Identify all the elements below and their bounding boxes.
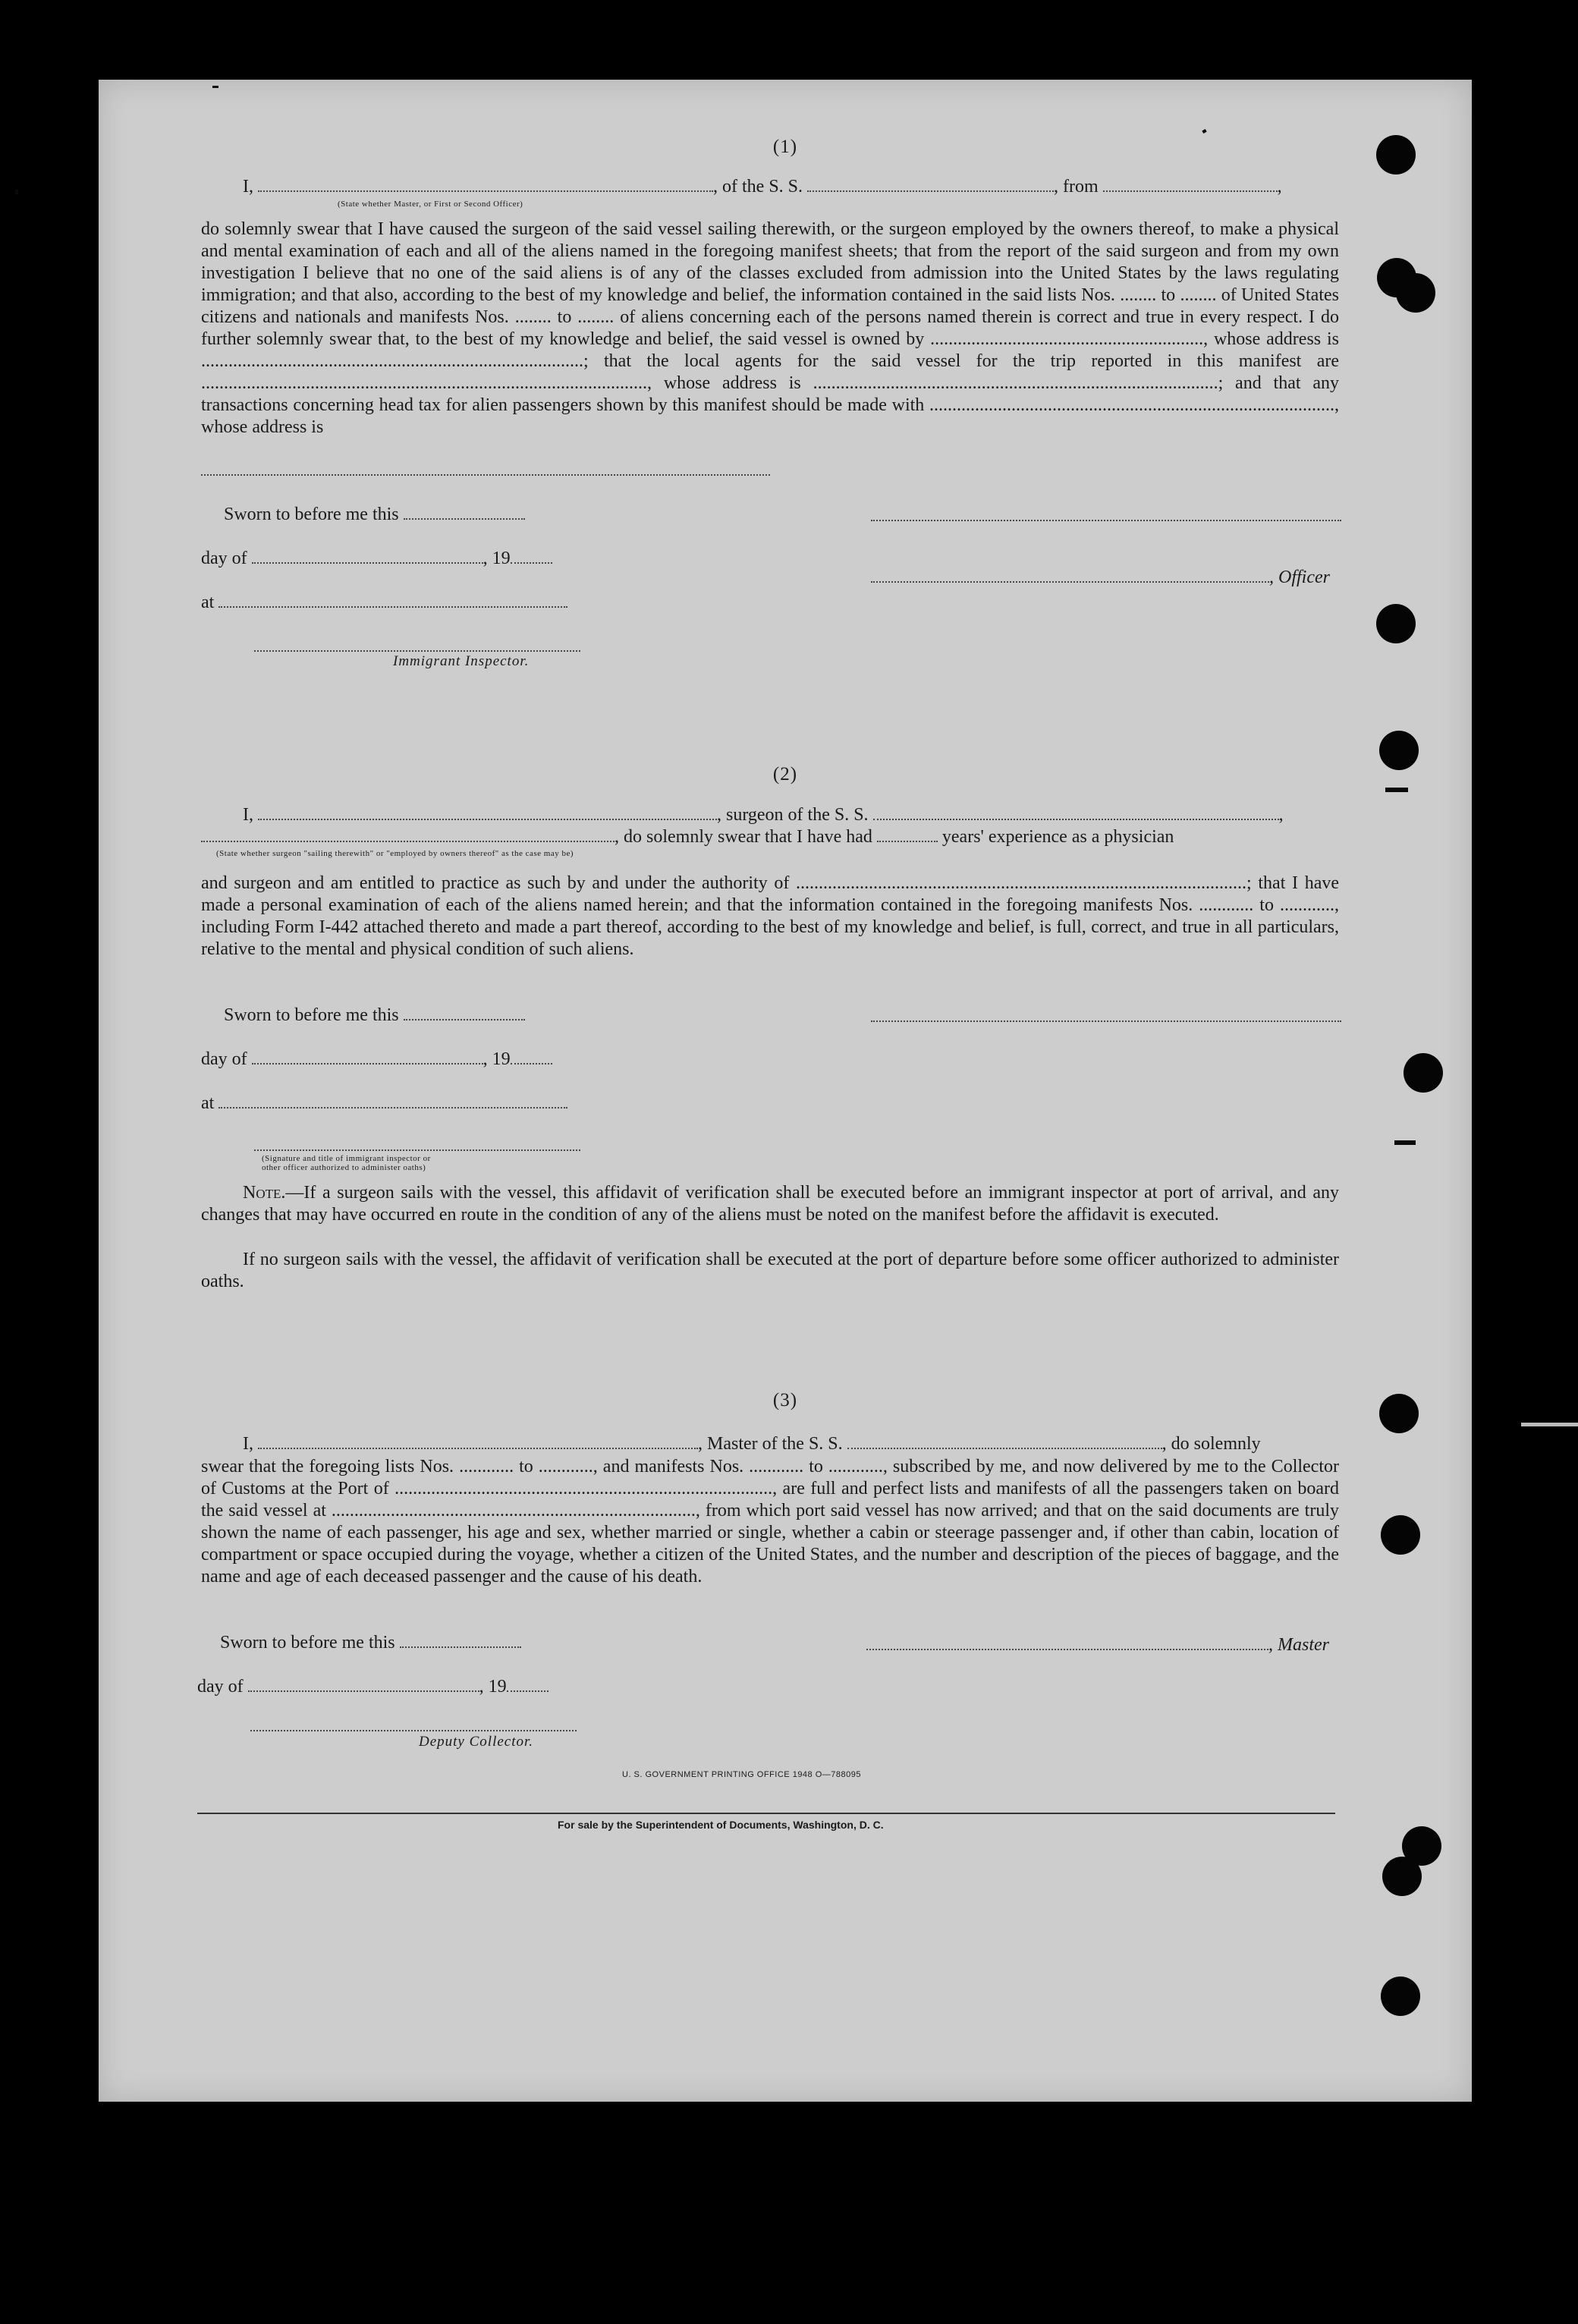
s2-line-i: I, , surgeon of the S. S. , (243, 805, 1284, 825)
s1-sworn: Sworn to before me this (224, 505, 525, 525)
s3-year-field[interactable] (507, 1680, 549, 1692)
s2-day-of: day of , 19 (201, 1049, 552, 1070)
s2-month-field[interactable] (252, 1052, 483, 1065)
form-sheet (99, 80, 1472, 2102)
punch-hole (1382, 1857, 1422, 1896)
s2-surgeon-hint: (State whether surgeon "sailing therewith" or "employed by owners thereof" as the case may be) (216, 849, 574, 858)
s2-note-1: Note.—If a surgeon sails with the vessel, this affidavit of verification shall be executed before an immigrant inspector at port of arrival, and any changes that may have occurred en route in the condition of any of the aliens must be noted on the manifest before the affidavit is executed. (201, 1183, 1339, 1225)
s2-surgeon-signature-line[interactable] (871, 1020, 1341, 1022)
stray-mark (1521, 1423, 1578, 1426)
s3-master: , Master (866, 1635, 1329, 1656)
punch-hole (1396, 273, 1435, 313)
s2-oath-text: and surgeon and am entitled to practice as such by and under the authority of ...................................................................................................; that I have made a personal examination of each of the aliens named herein; and that the information contained in the foregoing manifests Nos. ............ to ............, including Form I-442 attached thereto and made a part thereof, according to the best of my knowledge and belief, is full, correct, and true in all particulars, relative to the mental and physical condition of such aliens. (201, 873, 1339, 959)
s3-day-of: day of , 19 (197, 1677, 549, 1697)
punch-hole (1381, 1515, 1420, 1555)
s1-inspector-label: Immigrant Inspector. (393, 653, 530, 669)
s1-month-field[interactable] (252, 552, 483, 564)
s2-inspector-signature-line[interactable] (254, 1149, 580, 1151)
footer-sale-notice: For sale by the Superintendent of Documents, Washington, D. C. (558, 1819, 884, 1831)
surgeon-name-field[interactable] (258, 808, 717, 820)
punch-hole (1376, 604, 1416, 643)
s2-sig-hint-2: other officer authorized to administer oaths) (262, 1163, 426, 1172)
s2-vessel-field[interactable] (873, 808, 1279, 820)
stray-mark (15, 190, 18, 194)
stray-mark (212, 86, 218, 88)
s3-month-field[interactable] (248, 1680, 479, 1692)
s3-master-signature-field[interactable] (866, 1638, 1268, 1650)
s3-master-name-field[interactable] (258, 1437, 698, 1449)
s3-sworn-date-field[interactable] (400, 1636, 521, 1648)
stray-mark (1202, 129, 1206, 134)
s1-officer-signature-line[interactable] (871, 520, 1341, 521)
s3-vessel-field[interactable] (847, 1437, 1162, 1449)
surgeon-status-field[interactable] (201, 830, 615, 842)
s3-collector-signature-line[interactable] (250, 1730, 577, 1731)
punch-hole (1379, 731, 1419, 770)
s3-sworn: Sworn to before me this (220, 1633, 521, 1653)
s1-day-of: day of , 19 (201, 549, 552, 569)
section-2-number: (2) (772, 764, 798, 785)
punch-hole (1379, 1394, 1419, 1433)
stray-mark (1394, 1140, 1416, 1145)
s2-line-swear: , do solemnly swear that I have had years' experience as a physician (201, 827, 1174, 848)
footer-rule (197, 1813, 1335, 1814)
s3-oath-text: swear that the foregoing lists Nos. ............ to ............, and manifests Nos. ............ to ............, subscribed by me, and now delivered by me to the Collector of Customs at the Port of ..................................................................................., are full and perfect lists and manifests of all the passengers taken on board the said vessel at ................................................................................, from which port said vessel has now arrived; and that on the said documents are truly shown the name of each passenger, his age and sex, whether married or single, whether a cabin or steerage passenger and, if other than cabin, location of compartment or space occupied during the voyage, whether a citizen of the United States, and the number and description of the pieces of baggage, and the name and age of each deceased passenger and the cause of his death. (201, 1457, 1339, 1587)
master-name-field[interactable] (258, 180, 713, 192)
punch-hole (1376, 135, 1416, 175)
s2-place-field[interactable] (218, 1096, 567, 1109)
s2-at: at (201, 1093, 567, 1114)
vessel-name-field[interactable] (807, 180, 1054, 192)
section-1-number: (1) (772, 137, 798, 157)
s1-officer-field[interactable] (871, 571, 1269, 583)
s1-inspector-signature-line[interactable] (254, 650, 580, 652)
departure-port-field[interactable] (1103, 180, 1278, 192)
s1-at: at (201, 593, 567, 613)
s1-line-i: I, , of the S. S. , from , (243, 177, 1282, 197)
punch-hole (1381, 1977, 1420, 2016)
section-3-number: (3) (772, 1390, 798, 1410)
s3-deputy-label: Deputy Collector. (419, 1734, 534, 1750)
s2-sig-hint-1: (Signature and title of immigrant inspector or (262, 1154, 431, 1163)
s1-place-field[interactable] (218, 596, 567, 608)
s2-year-field[interactable] (511, 1052, 552, 1065)
s1-year-field[interactable] (511, 552, 552, 564)
s1-sworn-date-field[interactable] (404, 508, 525, 520)
years-experience-field[interactable] (877, 830, 938, 842)
punch-hole (1404, 1053, 1443, 1093)
stray-mark (1385, 788, 1408, 792)
s1-address-line[interactable] (201, 474, 770, 476)
s3-line-i: I, , Master of the S. S. , do solemnly (243, 1434, 1261, 1454)
s2-sworn: Sworn to before me this (224, 1005, 525, 1026)
s1-officer-hint: (State whether Master, or First or Second Officer) (338, 200, 523, 209)
s2-note-2: If no surgeon sails with the vessel, the affidavit of verification shall be executed at the port of departure before some officer authorized to administer oaths. (201, 1250, 1339, 1291)
s2-sworn-date-field[interactable] (404, 1008, 525, 1020)
s1-oath-text: do solemnly swear that I have caused the surgeon of the said vessel sailing therewith, or the surgeon employed by the owners thereof, to make a physical and mental examination of each and all of the aliens named in the foregoing manifest sheets; that from the report of the said surgeon and from my own investigation I believe that no one of the said aliens is of any of the classes excluded from admission into the United States by the laws regulating immigration; and that also, according to the best of my knowledge and belief, the information contained in the said lists Nos. ........ to ........ of United States citizens and nationals and manifests Nos. ........ to ........ of aliens concerning each of the persons named therein is correct and true in every respect. I do further solemnly swear that, to the best of my knowledge and belief, the said vessel is owned by ............................................................, whose address is ....................................................................................; that the local agents for the said vessel for the trip reported in this manifest are .................................................................................................., whose address is .........................................................................................; and that any transactions concerning head tax for alien passengers shown by this manifest should be made with ........................................................................................., whose address is (201, 219, 1339, 437)
s1-officer: , Officer (871, 568, 1330, 588)
gpo-imprint: U. S. GOVERNMENT PRINTING OFFICE 1948 O—788095 (622, 1770, 861, 1779)
